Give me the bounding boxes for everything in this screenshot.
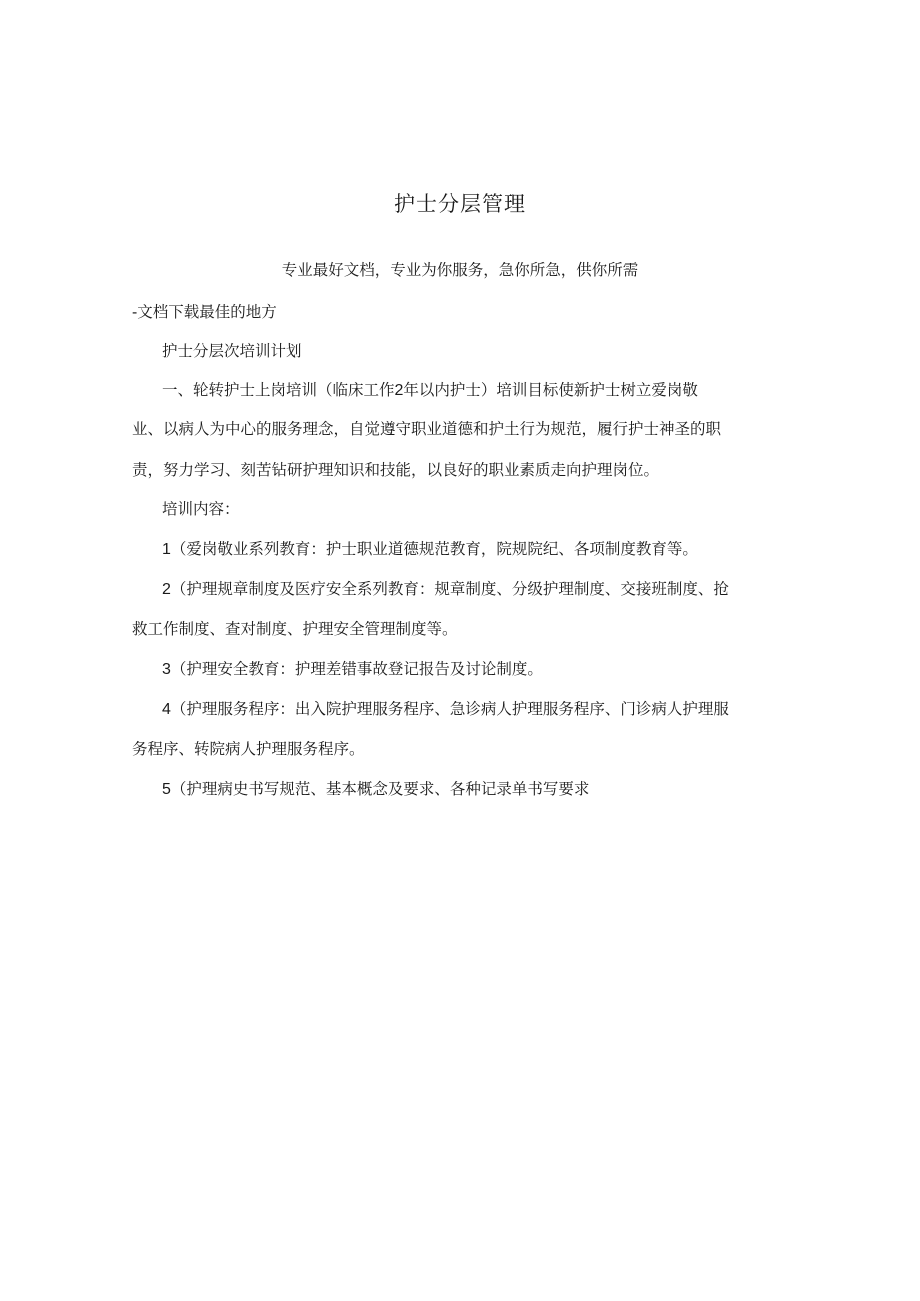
section1-prefix: 一、轮转护士上岗培训（临床工作 [162,381,395,399]
list-item-continuation: 救工作制度、查对制度、护理安全管理制度等。 [132,620,458,638]
list-item [162,537,698,559]
list-item [162,777,589,799]
item-text: （护理安全教育：护理差错事故登记报告及讨论制度。 [170,660,543,678]
item-text: （护理病史书写规范、基本概念及要求、各种记录单书写要求 [170,780,590,798]
item-number: 4 [162,701,171,718]
item-number: 2 [162,581,171,598]
section1-years: 2 [394,382,404,399]
list-item [162,577,729,599]
section1-suffix: 年以内护士）培训目标使新护士树立爱岗敬 [403,381,698,399]
section1-line2: 业、以病人为中心的服务理念，自觉遵守职业道德和护土行为规范，履行护士神圣的职 [132,420,722,438]
item-number: 3 [162,661,171,678]
document-title: 护士分层管理 [394,192,526,216]
tagline: 专业最好文档，专业为你服务，急你所急，供你所需 [281,261,639,279]
item-text: （护理规章制度及医疗安全系列教育：规章制度、分级护理制度、交接班制度、抢 [170,580,729,598]
section1-line3: 责，努力学习、刻苦钻研护理知识和技能，以良好的职业素质走向护理岗位。 [132,461,660,479]
list-item [162,657,543,679]
subtitle: -文档下载最佳的地方 [132,303,277,321]
list-item-continuation: 务程序、转院病人护理服务程序。 [132,740,365,758]
item-number: 1 [162,541,171,558]
item-text: （爱岗敬业系列教育：护士职业道德规范教育，院规院纪、各项制度教育等。 [170,540,698,558]
content-label: 培训内容： [162,500,240,518]
plan-title: 护士分层次培训计划 [162,342,302,360]
item-text: （护理服务程序：出入院护理服务程序、急诊病人护理服务程序、门诊病人护理服 [170,700,729,718]
section1-line1 [162,378,698,400]
item-number: 5 [162,781,171,798]
list-item [162,697,729,719]
